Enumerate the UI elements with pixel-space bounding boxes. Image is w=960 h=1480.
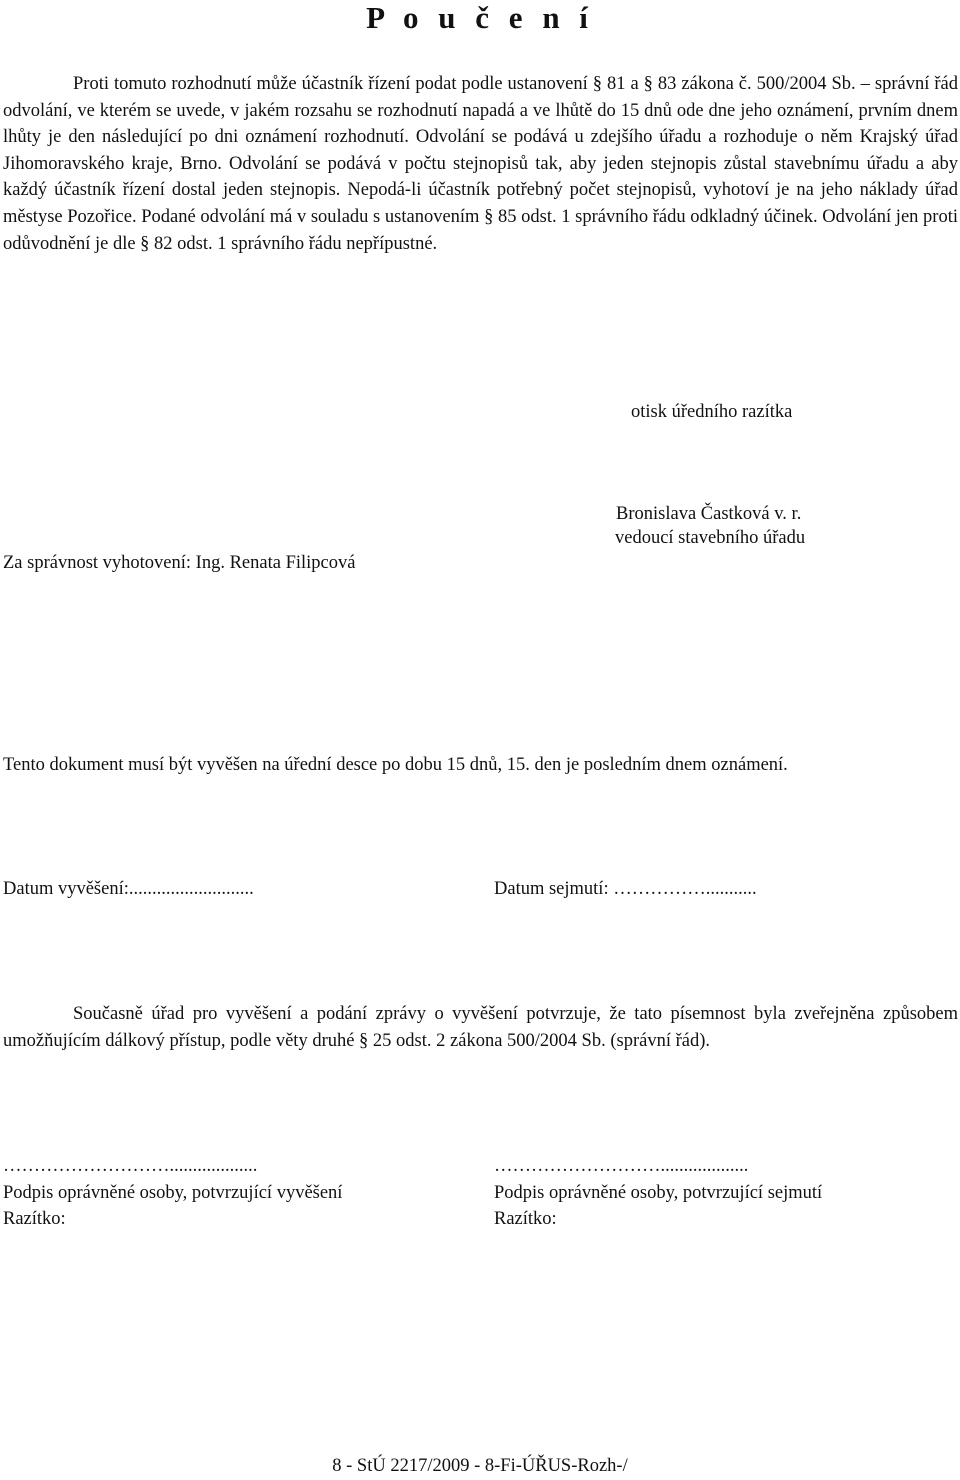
stamp-label-posting: Razítko:: [3, 1209, 66, 1230]
signature-block-posting: [3, 1153, 463, 1233]
signer-name: Bronislava Častková v. r.: [616, 504, 802, 524]
document-reference-footer: 8 - StÚ 2217/2009 - 8-Fi-ÚŘUS-Rozh-/: [332, 1456, 628, 1476]
document-title: P o u č e n í: [366, 0, 594, 35]
appeal-instructions-text: Proti tomuto rozhodnutí může účastník řízení podat podle ustanovení § 81 a § 83 zákona č. 500/2004 Sb. – správní řád odvolání, ve kterém se uvede, v jakém rozsahu se rozhodnutí napadá a ve lhůtě do 15 dnů ode dne jeho oznámení, prvním dnem lhůty je den následující po dni oznámení rozhodnutí. Odvolání se podává u zdejšího úřadu a rozhoduje o něm Krajský úřad Jihomoravského kraje, Brno. Odvolání se podává v počtu stejnopisů tak, aby jeden stejnopis zůstal stavebnímu úřadu a aby každý účastník řízení dostal jeden stejnopis. Nepodá-li účastník potřebný počet stejnopisů, vyhotoví je na jeho náklady úřad městyse Pozořice. Podané odvolání má v souladu s ustanovením § 85 odst. 1 správního řádu odkladný účinek. Odvolání jen proti odůvodnění je dle § 82 odst. 1 správního řádu nepřípustné.: [3, 74, 958, 254]
appeal-instructions-paragraph: [3, 71, 958, 257]
signature-block-removal: [494, 1153, 954, 1233]
correctness-statement: Za správnost vyhotovení: Ing. Renata Filipcová: [3, 553, 356, 573]
signature-line-removal: ………………………...................: [494, 1156, 749, 1176]
publication-confirmation-paragraph: [3, 1001, 958, 1054]
date-posted-field: Datum vyvěšení:...........................: [3, 879, 254, 899]
date-removed-field: Datum sejmutí: ……………...........: [494, 879, 757, 899]
signature-label-posting: Podpis oprávněné osoby, potvrzující vyvěšení: [3, 1182, 343, 1203]
posting-notice: Tento dokument musí být vyvěšen na úřední desce po dobu 15 dnů, 15. den je posledním dnem oznámení.: [3, 755, 788, 775]
signature-label-removal: Podpis oprávněné osoby, potvrzující sejmutí: [494, 1182, 823, 1203]
stamp-placeholder-label: otisk úředního razítka: [631, 402, 793, 422]
signer-role: vedoucí stavebního úřadu: [615, 528, 806, 548]
signature-line-posting: ………………………...................: [3, 1156, 258, 1176]
publication-confirmation-text: Současně úřad pro vyvěšení a podání zprávy o vyvěšení potvrzuje, že tato písemnost byla zveřejněna způsobem umožňujícím dálkový přístup, podle věty druhé § 25 odst. 2 zákona 500/2004 Sb. (správní řád).: [3, 1004, 958, 1051]
stamp-label-removal: Razítko:: [494, 1209, 557, 1230]
